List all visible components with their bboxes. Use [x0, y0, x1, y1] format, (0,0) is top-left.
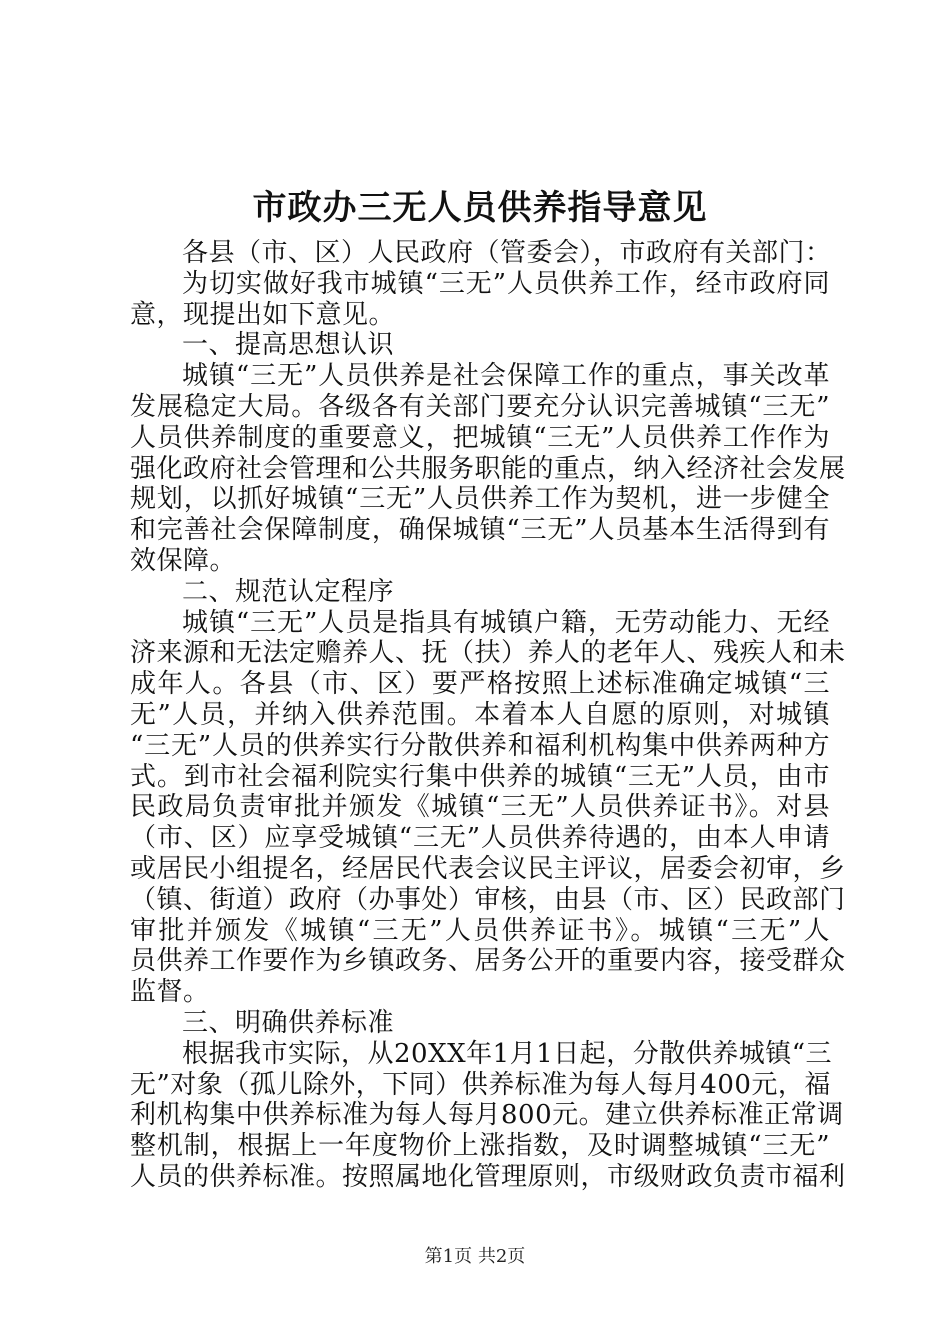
text-line: 各县（市、区）人民政府（管委会），市政府有关部门：	[182, 238, 832, 268]
text-line: 民政局负责审批并颁发《城镇“三无”人员供养证书》。对县	[130, 792, 830, 823]
section-heading: 二、规范认定程序	[182, 576, 395, 607]
page-footer: 第1页 共2页	[424, 1246, 526, 1267]
text-line: 人员供养制度的重要意义，把城镇“三无”人员供养工作作为	[130, 422, 830, 453]
text-line: 员供养工作要作为乡镇政务、居务公开的重要内容，接受群众	[130, 946, 846, 977]
text-line: 强化政府社会管理和公共服务职能的重点，纳入经济社会发展	[130, 453, 846, 484]
text-line: 无”人员，并纳入供养范围。本着本人自愿的原则，对城镇	[130, 699, 830, 730]
text-line: 无”对象（孤儿除外，下同）供养标准为每人每月400元，福	[130, 1069, 831, 1100]
text-line: 利机构集中供养标准为每人每月800元。建立供养标准正常调	[130, 1100, 844, 1131]
text-line: 济来源和无法定赡养人、抚（扶）养人的老年人、残疾人和未	[130, 638, 846, 669]
text-line: 监督。	[130, 977, 210, 1008]
document-title: 市政办三无人员供养指导意见	[252, 188, 708, 228]
text-line: 根据我市实际，从20XX年1月1日起，分散供养城镇“三	[182, 1038, 832, 1069]
section-heading: 三、明确供养标准	[182, 1007, 395, 1038]
text-line: 发展稳定大局。各级各有关部门要充分认识完善城镇“三无”	[130, 391, 830, 422]
text-line: 意，现提出如下意见。	[130, 299, 396, 330]
text-line: 式。到市社会福利院实行集中供养的城镇“三无”人员，由市	[130, 761, 830, 792]
text-line: 效保障。	[130, 545, 237, 576]
text-line: 规划，以抓好城镇“三无”人员供养工作为契机，进一步健全	[130, 484, 830, 515]
document-body	[130, 180, 846, 1193]
text-line: 城镇“三无”人员是指具有城镇户籍，无劳动能力、无经	[182, 607, 830, 638]
text-line: 成年人。各县（市、区）要严格按照上述标准确定城镇“三	[130, 669, 830, 700]
text-line: 和完善社会保障制度，确保城镇“三无”人员基本生活得到有	[130, 515, 830, 546]
text-line: 人员的供养标准。按照属地化管理原则，市级财政负责市福利	[130, 1161, 846, 1192]
text-line: （镇、街道）政府（办事处）审核，由县（市、区）民政部门	[130, 884, 846, 915]
text-line: 整机制，根据上一年度物价上涨指数，及时调整城镇“三无”	[130, 1131, 830, 1162]
document-text	[130, 238, 846, 1193]
text-line: “三无”人员的供养实行分散供养和福利机构集中供养两种方	[130, 730, 830, 761]
text-line: 为切实做好我市城镇“三无”人员供养工作，经市政府同	[182, 268, 830, 299]
text-line: 或居民小组提名，经居民代表会议民主评议，居委会初审，乡	[130, 853, 846, 884]
text-line: （市、区）应享受城镇“三无”人员供养待遇的，由本人申请	[130, 823, 830, 854]
text-line: 审批并颁发《城镇“三无”人员供养证书》。城镇“三无”人	[130, 915, 830, 946]
section-heading: 一、提高思想认识	[182, 330, 395, 361]
text-line: 城镇“三无”人员供养是社会保障工作的重点，事关改革	[182, 361, 830, 392]
